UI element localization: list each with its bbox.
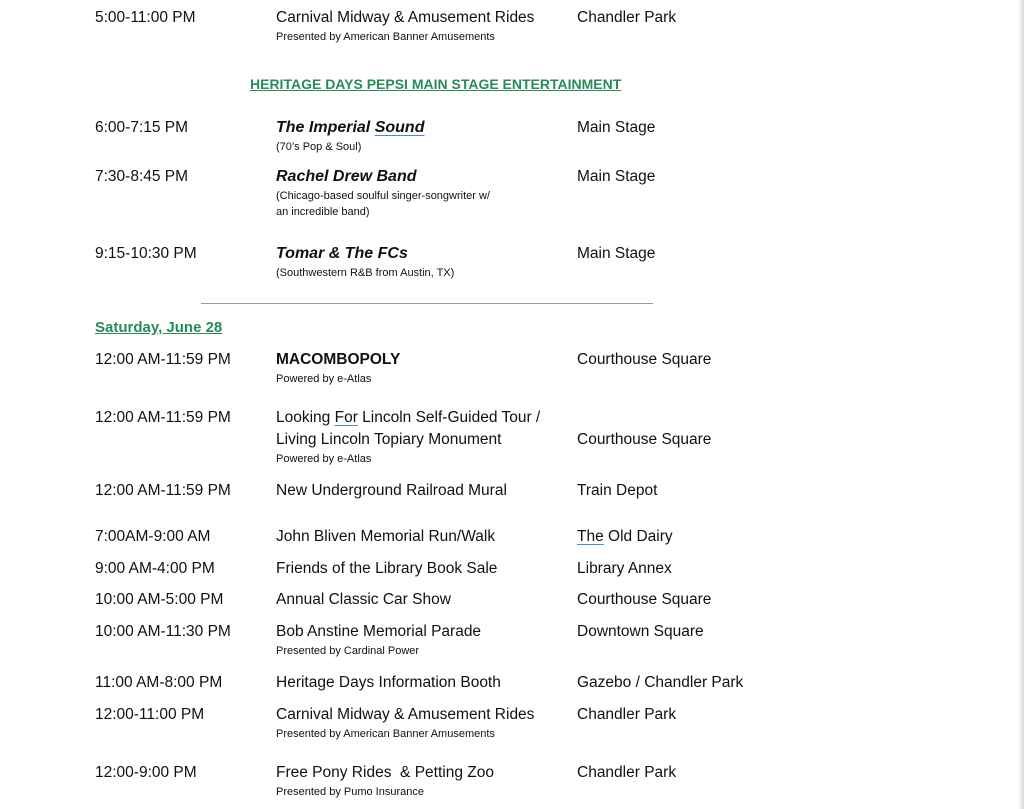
event-time: 10:00 AM-5:00 PM [95, 591, 224, 608]
event-time: 7:30-8:45 PM [95, 168, 189, 185]
event-location: Chandler Park [577, 706, 677, 723]
event-sponsor: Powered by e-Atlas [276, 373, 372, 385]
event-location: Courthouse Square [577, 431, 712, 448]
event-info [276, 349, 566, 387]
event-location: Train Depot [577, 482, 658, 499]
event-info [276, 480, 566, 502]
day-heading: Saturday, June 28 [95, 319, 223, 336]
event-title: Rachel Drew Band [276, 168, 417, 185]
event-info [276, 117, 566, 155]
event-sponsor: Powered by e-Atlas [276, 453, 372, 465]
event-info [276, 407, 566, 467]
event-title: New Underground Railroad Mural [276, 482, 507, 499]
event-location: Courthouse Square [577, 591, 712, 608]
event-location: Chandler Park [577, 9, 677, 26]
schedule-row [0, 762, 1000, 806]
event-title: John Bliven Memorial Run/Walk [276, 528, 496, 545]
event-description: (70’s Pop & Soul) [276, 141, 362, 153]
event-time: 12:00 AM-11:59 PM [95, 482, 231, 499]
page-edge-shadow [1018, 0, 1024, 809]
event-location: Main Stage [577, 168, 656, 185]
event-sponsor: Presented by American Banner Amusements [276, 31, 495, 43]
event-time: 12:00-11:00 PM [95, 706, 205, 723]
event-time: 12:00 AM-11:59 PM [95, 409, 231, 426]
event-time: 9:15-10:30 PM [95, 245, 197, 262]
event-time: 9:00 AM-4:00 PM [95, 560, 215, 577]
section-heading: HERITAGE DAYS PEPSI MAIN STAGE ENTERTAINMENT [250, 76, 622, 92]
event-info [276, 166, 566, 220]
event-title: Looking For Lincoln Self-Guided Tour / [276, 409, 541, 426]
event-time: 11:00 AM-8:00 PM [95, 674, 223, 691]
event-description: an incredible band) [276, 206, 370, 218]
event-info [276, 558, 566, 580]
event-title: Heritage Days Information Booth [276, 674, 501, 691]
schedule-row [0, 407, 1000, 469]
event-info [276, 7, 566, 45]
event-info [276, 526, 566, 548]
event-sponsor: Presented by American Banner Amusements [276, 728, 495, 740]
event-title-line2: Living Lincoln Topiary Monument [276, 431, 502, 448]
event-location: Gazebo / Chandler Park [577, 674, 744, 691]
event-time: 6:00-7:15 PM [95, 119, 189, 136]
schedule-row [0, 349, 1000, 409]
event-title: Free Pony Rides & Petting Zoo [276, 764, 494, 781]
schedule-row [0, 243, 1000, 303]
event-info [276, 621, 566, 659]
event-location: The Old Dairy [577, 528, 673, 545]
event-title: Annual Classic Car Show [276, 591, 451, 608]
event-info [276, 762, 566, 800]
event-sponsor: Presented by Cardinal Power [276, 645, 420, 657]
event-location: Main Stage [577, 245, 656, 262]
event-location: Main Stage [577, 119, 656, 136]
event-sponsor: Presented by Pumo Insurance [276, 786, 424, 798]
event-location: Courthouse Square [577, 351, 712, 368]
schedule-row [0, 166, 1000, 226]
event-info [276, 704, 566, 742]
event-info [276, 243, 566, 281]
schedule-row [0, 7, 1000, 67]
event-location: Chandler Park [577, 764, 677, 781]
spellcheck-underline: For [334, 409, 358, 426]
spellcheck-underline: The [577, 528, 604, 545]
event-title: MACOMBOPOLY [276, 351, 401, 368]
event-description: (Chicago-based soulful singer-songwriter w/ [276, 190, 490, 202]
event-title: Carnival Midway & Amusement Rides [276, 706, 535, 723]
event-title: Carnival Midway & Amusement Rides [276, 9, 535, 26]
event-location: Downtown Square [577, 623, 704, 640]
event-info [276, 672, 566, 694]
event-time: 12:00-9:00 PM [95, 764, 197, 781]
event-info [276, 589, 566, 611]
event-title: Bob Anstine Memorial Parade [276, 623, 482, 640]
event-description: (Southwestern R&B from Austin, TX) [276, 267, 455, 279]
event-location: Library Annex [577, 560, 672, 577]
event-time: 12:00 AM-11:59 PM [95, 351, 231, 368]
event-time: 10:00 AM-11:30 PM [95, 623, 231, 640]
event-title: Friends of the Library Book Sale [276, 560, 498, 577]
event-title: Tomar & The FCs [276, 245, 408, 262]
horizontal-divider [201, 303, 653, 304]
event-time: 5:00-11:00 PM [95, 9, 196, 26]
schedule-row [0, 704, 1000, 764]
event-time: 7:00AM-9:00 AM [95, 528, 211, 545]
event-title: The Imperial Sound [276, 119, 425, 136]
spellcheck-underline: Sound [374, 119, 425, 136]
